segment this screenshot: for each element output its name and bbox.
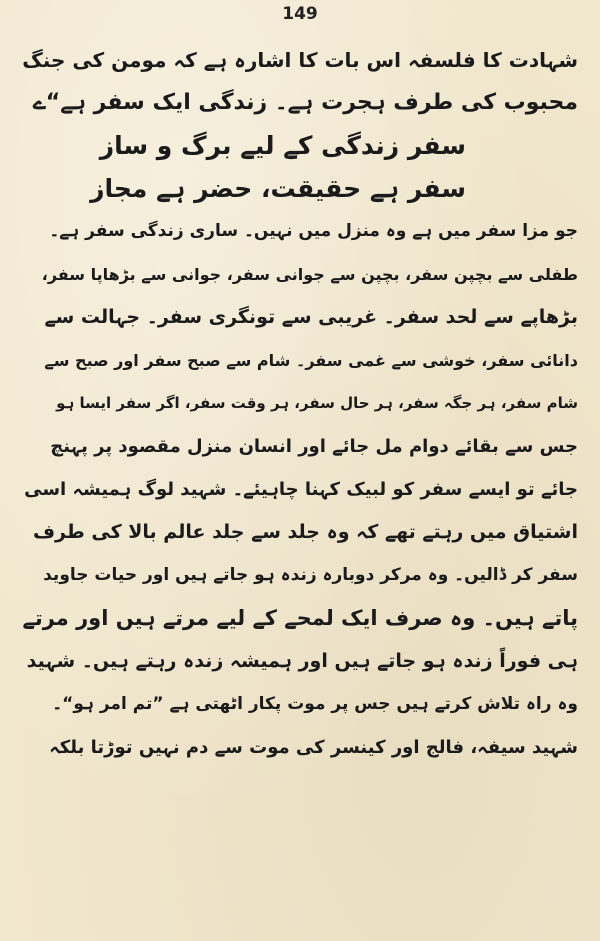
- text-line: سفر کر ڈالیں۔ وہ مرکر دوبارہ زندہ ہو جاتے ہیں اور حیات جاوید: [43, 565, 578, 585]
- text-line: اشتیاق میں رہتے تھے کہ وہ جلد سے جلد عالم بالا کی طرف: [32, 521, 578, 543]
- text-line: طفلی سے بچپن سفر، بچپن سے جوانی سفر، جوانی سے بڑھاپا سفر،: [41, 264, 578, 284]
- page-number: 149: [282, 4, 318, 24]
- text-line: دانائی سفر، خوشی سے غمی سفر۔ شام سے صبح سفر اور صبح سے: [44, 350, 578, 370]
- text-line: ہی فوراً زندہ ہو جاتے ہیں اور ہمیشہ زندہ رہتے ہیں۔ شہید: [26, 650, 578, 672]
- text-line: پاتے ہیں۔ وہ صرف ایک لمحے کے لیے مرتے ہیں اور مرتے: [22, 606, 578, 630]
- text-line: شہید سیفہ، فالج اور کینسر کی موت سے دم نہیں توڑتا بلکہ: [49, 736, 578, 758]
- verse-line: سفر زندگی کے لیے برگ و ساز: [99, 131, 466, 160]
- verse-line: سفر ہے حقیقت، حضر ہے مجاز: [90, 174, 466, 203]
- text-line: شہادت کا فلسفہ اس بات کا اشارہ ہے کہ مومن کی جنگ: [22, 47, 578, 72]
- text-line: محبوب کی طرف ہجرت ہے۔ زندگی ایک سفر ہے“ے: [32, 89, 578, 115]
- text-line: وہ راہ تلاش کرتے ہیں جس پر موت پکار اٹھتی ہے ”تم امر ہو“۔: [52, 694, 578, 714]
- text-line: شام سفر، ہر جگہ سفر، ہر حال سفر، ہر وقت سفر، اگر سفر ایسا ہو: [56, 394, 578, 412]
- page-body-text: [22, 38, 578, 769]
- text-line: بڑھاپے سے لحد سفر۔ غریبی سے تونگری سفر۔ جہالت سے: [44, 306, 578, 328]
- text-line: جو مزا سفر میں ہے وہ منزل میں نہیں۔ ساری زندگی سفر ہے۔: [49, 221, 578, 241]
- text-line: جس سے بقائے دوام مل جائے اور انسان منزل مقصود پر پہنچ: [50, 435, 578, 457]
- text-line: جائے تو ایسے سفر کو لبیک کہنا چاہیئے۔ شہید لوگ ہمیشہ اسی: [24, 478, 578, 500]
